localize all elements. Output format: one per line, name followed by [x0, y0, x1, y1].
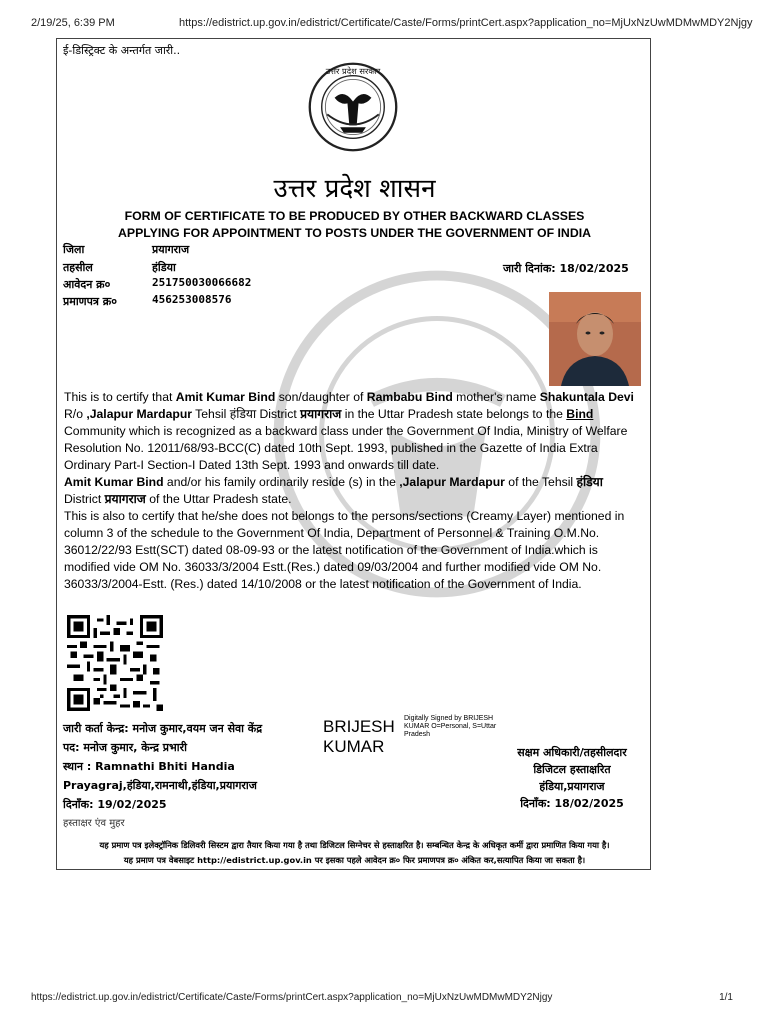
issuer-address: Prayagraj,हंडिया,रामनाथी,हंडिया,प्रयागराज	[63, 779, 257, 792]
father-name: Rambabu Bind	[366, 390, 453, 404]
authority-date: दिनाँक: 18/02/2025	[520, 797, 624, 810]
signature-seal-label: हस्ताक्षर एंव मुहर	[63, 818, 125, 829]
print-url: https://edistrict.up.gov.in/edistrict/Certificate/Caste/Forms/printCert.aspx?application_no=MjUxNzUwMDMwMDY2Njgy	[179, 17, 753, 29]
digital-signature-note: Digitally Signed by BRIJESH KUMAR O=Personal, S=Uttar Pradesh	[404, 715, 497, 738]
issuer-place: स्थान : Ramnathi Bhiti Handia	[63, 760, 235, 773]
print-footer	[31, 992, 737, 1003]
footer-url: https://edistrict.up.gov.in/edistrict/Certificate/Caste/Forms/printCert.aspx?application_no=MjUxNzUwMDMwMDY2Njgy	[31, 992, 553, 1003]
district-label: जिला	[63, 243, 85, 256]
competent-authority-block	[497, 744, 647, 812]
mother-name: Shakuntala Devi	[539, 390, 634, 404]
issuing-center: जारी कर्ता केन्द्र: मनोज कुमार,वयम जन सेवा केंद्र	[63, 722, 263, 735]
print-datetime: 2/19/25, 6:39 PM	[31, 17, 115, 29]
print-header	[31, 17, 753, 31]
up-emblem-icon	[307, 61, 399, 153]
tehsil-value: हंडिया	[152, 261, 176, 274]
certificate	[56, 38, 651, 870]
authority-title: सक्षम अधिकारी/तहसीलदार	[517, 746, 627, 759]
verification-note: यह प्रमाण पत्र इलेक्ट्रॉनिक डिलिवरी सिस्टम द्वारा तैयार किया गया है तथा डिजिटल सिग्नेचर से हस्ताक्षरित है। सम्बन्धित केन्द्र के अधिकृत कर्मी द्वारा प्रमाणित किया गया है। यह प्रमाण पत्र वेबसाइट http://edistrict.up.gov.in पर इसका पहले आवेदन क्र० फिर प्रमाणपत्र क्र० अंकित कर,सत्यापित किया जा सकता है।	[99, 840, 610, 865]
issuing-center-block	[63, 719, 262, 833]
district-value: प्रयागराज	[152, 243, 190, 256]
authority-place: हंडिया,प्रयागराज	[539, 780, 605, 793]
certificate-body: This is to certify that Amit Kumar Bind son/daughter of Rambabu Bind mother's name Shakuntala Devi R/o ,Jalapur Mardapur Tehsil हंडिया District प्रयागराज in the Uttar Pradesh state belongs to the Bind Community which is recognized as a backward class under the Government Of India, Ministry of Welfare Resolution No. 12011/68/93-BCC(C) dated 10th Sept. 1993, published in the Gazette of India Extra Ordinary Part-I Section-I Dated 13th Sept. 1993 and onwards till date. Amit Kumar Bind and/or his family ordinarily reside (s) in the ,Jalapur Mardapur of the Tehsil हंडिया District प्रयागराज of the Uttar Pradesh state. This is also to certify that he/she does not belongs to the persons/sections (Creamy Layer) mentioned in column 3 of the schedule to the Government Of India, Department of Personnel & Training O.M.No. 36012/22/93 Estt(SCT) dated 08-09-93 or the latest notification of the Government of India.which is modified vide OM No. 36033/3/2004 Estt.(Res.) dated 09/03/2004 and further modified vide OM No. 36033/3/2004-Estt. (Res.) dated 14/10/2008 or the latest notification of the Government of India.	[64, 390, 634, 591]
certificate-number-label: प्रमाणपत्र क्र०	[63, 295, 117, 308]
creamy-layer-paragraph: This is also to certify that he/she does not belongs to the persons/sections (Creamy Layer) mentioned in column 3 of the schedule to the Government Of India, Department of Personnel & Training O.M.No. 36012/22/93 Estt(SCT) dated 08-09-93 or the latest notification of the Government of India.which is modified vide OM No. 36033/3/2004 Estt.(Res.) dated 09/03/2004 and further modified vide OM No. 36033/3/2004-Estt. (Res.) dated 14/10/2008 or the latest notification of the Government of India.	[64, 509, 625, 591]
issuer-date: दिनाँक: 19/02/2025	[63, 798, 167, 811]
tehsil-label: तहसील	[63, 261, 93, 274]
issue-date: जारी दिनांक: 18/02/2025	[503, 262, 629, 275]
applicant-name: Amit Kumar Bind	[175, 390, 276, 404]
application-number-value: 251750030066682	[152, 276, 252, 289]
application-number-label: आवेदन क्र०	[63, 278, 111, 291]
government-title: उत्तर प्रदेश शासन	[273, 174, 436, 204]
top-note: ई-डिस्ट्रिक्ट के अन्तर्गत जारी..	[63, 44, 181, 57]
form-title-line-1: FORM OF CERTIFICATE TO BE PRODUCED BY OTHER BACKWARD CLASSES	[124, 209, 585, 223]
applicant-photo	[549, 292, 641, 386]
qr-code-icon[interactable]	[67, 614, 163, 712]
page-number: 1/1	[719, 992, 733, 1003]
caste-name: Bind	[566, 407, 594, 421]
digital-signer-name: BRIJESH KUMAR	[323, 717, 395, 756]
certificate-number-value: 456253008576	[152, 293, 232, 306]
svg-text:उत्तर प्रदेश सरकार: उत्तर प्रदेश सरकार	[325, 65, 381, 76]
authority-digital: डिजिटल हस्ताक्षरित	[533, 763, 611, 776]
issuer-post: पद: मनोज कुमार, केन्द्र प्रभारी	[63, 741, 187, 754]
form-title-line-2: APPLYING FOR APPOINTMENT TO POSTS UNDER THE GOVERNMENT OF INDIA	[117, 226, 591, 240]
